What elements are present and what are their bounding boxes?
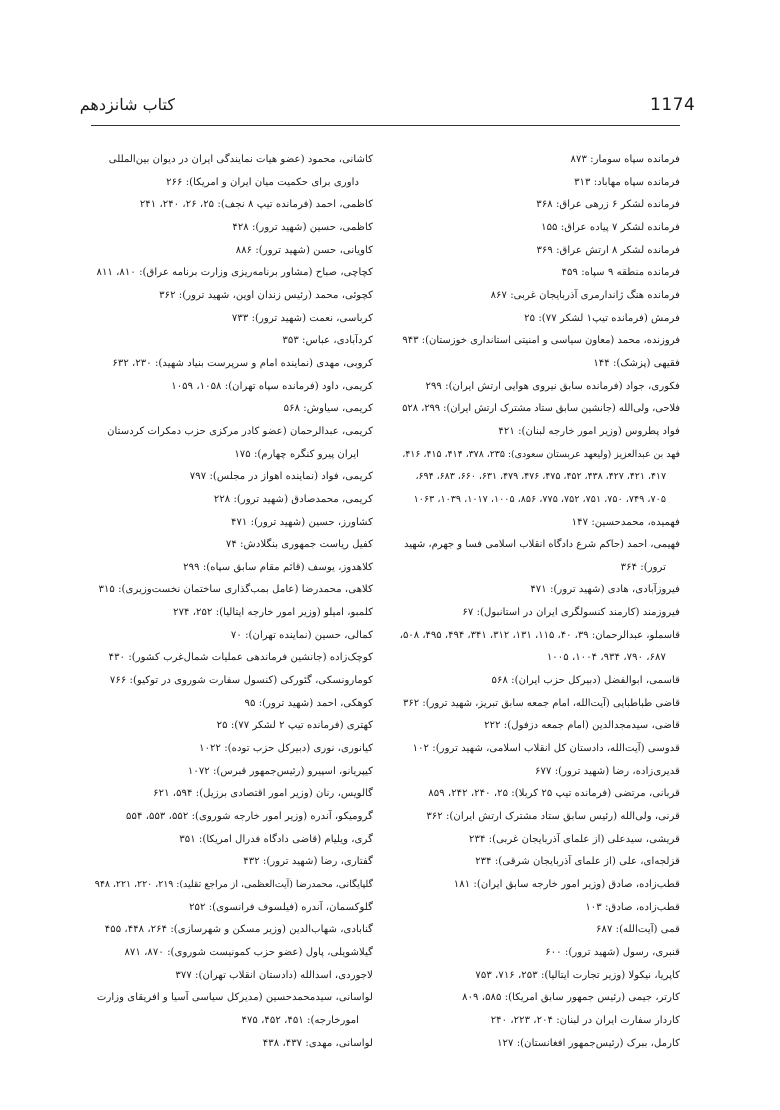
index-entry-line: کاپریا، نیکولا (وزیر تجارت ایتالیا): ۲۵۳، ۷۱۶، ۷۵۳	[475, 969, 680, 981]
index-entry	[91, 602, 373, 625]
index-entry-line: فرمانده منطقه ۹ سپاه: ۴۵۹	[561, 267, 680, 279]
index-entry	[91, 534, 373, 557]
index-entry	[91, 398, 373, 421]
index-entry-line: کروبی، مهدی (نماینده امام و سرپرست بنیاد شهید): ۲۳۰، ۶۳۲	[112, 357, 373, 369]
index-entry-line: فیروزمند (کارمند کنسولگری ایران در استانبول): ۶۷	[462, 607, 680, 619]
index-entry-line: قرنی، ولی‌الله (رئیس سابق ستاد مشترک ارتش ایران): ۳۶۲	[426, 811, 680, 823]
index-entry	[400, 240, 680, 263]
index-entry-line: کریمی، سیاوش: ۵۶۸	[283, 403, 373, 415]
index-entry-line: گلپایگانی، محمدرضا (آیت‌العظمی، از مراجع تقلید): ۲۱۹، ۲۲۰، ۲۲۱، ۹۴۸	[94, 879, 373, 890]
index-entry	[400, 783, 680, 806]
index-entry	[400, 330, 680, 353]
index-entry-line: کارتر، جیمی (رئیس جمهور سابق امریکا): ۵۸۵، ۸۰۹	[462, 992, 680, 1004]
index-entry-line: گفتاری، رضا (شهید ترور): ۴۳۲	[243, 856, 373, 868]
index-entry	[91, 693, 373, 716]
index-entry	[400, 942, 680, 965]
index-entry-line: کردآبادی، عباس: ۳۵۳	[282, 335, 373, 347]
index-entry-line: گلوکسمان، آندره (فیلسوف فرانسوی): ۲۵۲	[189, 901, 373, 913]
index-entry-line: قنبری، رسول (شهید ترور): ۶۰۰	[545, 946, 680, 958]
index-entry	[91, 285, 373, 308]
index-entry-line: فیروزآبادی، هادی (شهید ترور): ۴۷۱	[530, 584, 680, 596]
index-entry-line: فرمانده لشکر ۶ زرهی عراق: ۳۶۸	[536, 199, 680, 211]
index-entry	[400, 512, 680, 535]
index-entry-line: قاسمی، ابوالفضل (دبیرکل حزب ایران): ۵۶۸	[491, 675, 680, 687]
index-entry-line: فهیمی، احمد (حاکم شرع دادگاه انقلاب اسلامی فسا و جهرم، شهید	[403, 539, 680, 551]
index-entry	[400, 1010, 680, 1033]
index-entry-line: فهد بن عبدالعزیز (ولیعهد عربستان سعودی): ۲۳۵، ۳۷۸، ۴۱۴، ۴۱۵، ۴۱۶،	[402, 448, 680, 460]
index-entry-line: کلاهدوز، یوسف (قائم مقام سابق سپاه): ۲۹۹	[183, 561, 373, 573]
index-entry-line: فلاحی، ولی‌الله (جانشین سابق ستاد مشترک ارتش ایران): ۲۹۹، ۵۲۸	[402, 403, 680, 415]
index-entry	[400, 670, 680, 693]
index-entry-line: فرمش (فرمانده تیپ۱ لشکر ۷۷): ۲۵	[524, 312, 680, 324]
index-entry	[400, 1033, 680, 1056]
index-entry	[400, 149, 680, 172]
index-entry	[400, 919, 680, 942]
index-entry	[91, 761, 373, 784]
index-entry-line: فواد پطروس (وزیر امور خارجه لبنان): ۴۲۱	[498, 425, 680, 437]
index-entry	[91, 829, 373, 852]
index-entry-continuation: داوری برای حکمیت میان ایران و امریکا): ۲۶۶	[166, 176, 359, 188]
index-entry	[91, 919, 373, 942]
index-entry-continuation: ایران پیرو کنگره چهارم): ۱۷۵	[234, 448, 359, 460]
index-entry-continuation: ۴۱۷، ۴۲۱، ۴۲۷، ۴۳۸، ۴۵۲، ۴۷۵، ۴۷۶، ۴۷۹، ۶۳۱، ۶۶۰، ۶۸۳، ۶۹۴،	[415, 471, 666, 483]
index-entry-line: گیلاشویلی، پاول (عضو حزب کمونیست شوروی): ۸۷۰، ۸۷۱	[124, 946, 373, 958]
index-entry	[91, 262, 373, 285]
index-entry-line: کرباسی، نعمت (شهید ترور): ۷۳۳	[231, 312, 373, 324]
index-entry	[400, 987, 680, 1010]
index-entry-line: قاضی، سیدمجدالدین (امام جمعه دزفول): ۲۲۲	[484, 720, 680, 732]
index-entry	[91, 851, 373, 874]
index-entry-line: کوچک‌زاده (جانشین فرماندهی عملیات شمال‌غرب کشور): ۴۳۰	[108, 652, 373, 664]
index-entry-line: کومارونسکی، گئورکی (کنسول سفارت شوروی در توکیو): ۷۶۶	[109, 675, 373, 687]
index-entry	[400, 874, 680, 897]
index-entry-line: کاردار سفارت ایران در لبنان: ۲۰۴، ۲۲۳، ۲۴۰	[490, 1014, 680, 1026]
index-entry	[91, 330, 373, 353]
index-entry	[91, 647, 373, 670]
index-entry-line: لواسانی، مهدی: ۴۳۷، ۴۳۸	[262, 1037, 373, 1049]
index-entry-line: قربانی، مرتضی (فرمانده تیپ ۲۵ کربلا): ۲۵، ۲۴۰، ۲۴۲، ۸۵۹	[428, 788, 680, 800]
index-entry-line: کاویانی، حسن (شهید ترور): ۸۸۶	[235, 244, 373, 256]
index-entry	[91, 942, 373, 965]
index-entry-continuation: ۶۸۷، ۷۹۰، ۹۳۴، ۱۰۰۴، ۱۰۰۵	[546, 652, 666, 664]
index-entry-line: فرمانده هنگ ژاندارمری آذربایجان غربی: ۸۶۷	[490, 289, 680, 301]
index-entry-line: فهمیده، محمدحسین: ۱۴۷	[571, 516, 680, 528]
index-entry	[91, 625, 373, 648]
index-entry	[91, 874, 373, 897]
index-entry	[400, 353, 680, 376]
index-entry-line: کلمبو، امیلو (وزیر امور خارجه ایتالیا): ۲۵۲، ۲۷۴	[173, 607, 373, 619]
index-entry	[400, 194, 680, 217]
index-entry	[400, 376, 680, 399]
index-entry-line: کفیل ریاست جمهوری بنگلادش: ۷۴	[225, 539, 373, 551]
index-entry-line: فرمانده لشکر ۸ ارتش عراق: ۳۶۹	[536, 244, 680, 256]
index-entry	[91, 783, 373, 806]
index-entry-line: فرمانده سپاه مهاباد: ۳۱۳	[574, 176, 680, 188]
index-entry	[91, 965, 373, 988]
index-entry-line: کاظمی، حسین (شهید ترور): ۴۲۸	[232, 221, 373, 233]
book-title: کتاب شانزدهم	[79, 95, 175, 114]
index-entry	[400, 421, 680, 444]
index-entry-continuation: ترور): ۳۶۴	[620, 561, 666, 573]
index-entry-line: کوهکی، احمد (شهید ترور): ۹۵	[244, 697, 373, 709]
index-entry	[91, 353, 373, 376]
index-entry	[91, 240, 373, 263]
index-entry-line: فرمانده لشکر ۷ پیاده عراق: ۱۵۵	[541, 221, 680, 233]
page-number: 1174	[650, 95, 696, 115]
index-entry-line: گرومیکو، آندره (وزیر امور خارجه شوروی): ۵۵۲، ۵۵۳، ۵۵۴	[126, 811, 373, 823]
index-entry	[91, 897, 373, 920]
index-entry	[400, 806, 680, 829]
index-entry	[91, 557, 373, 580]
index-entry-line: کاشانی، محمود (عضو هیات نمایندگی ایران در دیوان بین‌المللی	[108, 154, 373, 165]
index-entry	[400, 602, 680, 625]
index-entry-line: فروزنده، محمد (معاون سیاسی و امنیتی استانداری خوزستان): ۹۴۳	[402, 335, 680, 347]
index-entry-line: گری، ویلیام (قاضی دادگاه فدرال امریکا): ۳۵۱	[179, 833, 373, 845]
index-entry-line: کاظمی، احمد (فرمانده تیپ ۸ نجف): ۲۵، ۲۶، ۲۴۰، ۲۴۱	[139, 199, 373, 211]
index-entry	[91, 421, 373, 466]
index-column-left	[91, 149, 373, 1055]
index-entry-line: گنابادی، شهاب‌الدین (وزیر مسکن و شهرسازی): ۲۶۴، ۴۴۸، ۴۵۵	[104, 924, 373, 936]
index-entry-line: کریمی، محمدصادق (شهید ترور): ۲۲۸	[213, 493, 373, 505]
index-entry-line: قطب‌زاده، صادق: ۱۰۳	[585, 901, 680, 913]
index-entry	[91, 738, 373, 761]
index-entry	[400, 625, 680, 670]
index-entry-line: قدوسی (آیت‌الله، دادستان کل انقلاب اسلامی، شهید ترور): ۱۰۲	[412, 743, 680, 755]
index-entry	[91, 376, 373, 399]
index-entry	[91, 806, 373, 829]
index-entry	[400, 285, 680, 308]
index-entry	[91, 1033, 373, 1056]
index-entry	[91, 217, 373, 240]
index-entry	[400, 829, 680, 852]
index-entry-continuation: امورخارجه): ۴۵۱، ۴۵۲، ۴۷۵	[241, 1014, 359, 1026]
index-entry-line: کیانوری، نوری (دبیرکل حزب توده): ۱۰۲۲	[199, 743, 373, 755]
index-entry	[91, 489, 373, 512]
index-entry	[91, 715, 373, 738]
index-entry	[400, 579, 680, 602]
index-entry	[400, 398, 680, 421]
index-entry	[400, 172, 680, 195]
index-entry-line: فکوری، جواد (فرمانده سابق نیروی هوایی ارتش ایران): ۲۹۹	[425, 380, 680, 392]
index-entry	[91, 466, 373, 489]
index-entry	[400, 217, 680, 240]
index-entry	[91, 308, 373, 331]
index-entry-line: قمی (آیت‌الله): ۶۸۷	[596, 924, 680, 936]
index-entry	[400, 738, 680, 761]
index-entry	[91, 194, 373, 217]
index-entry-line: لاجوردی، اسدالله (دادستان انقلاب تهران): ۳۷۷	[175, 969, 373, 981]
index-entry-line: کمالی، حسین (نماینده تهران): ۷۰	[230, 629, 373, 641]
index-entry-line: کریمی، داود (فرمانده سپاه تهران): ۱۰۵۸، ۱۰۵۹	[171, 380, 373, 392]
index-entry	[91, 670, 373, 693]
index-entry-line: قزلجه‌ای، علی (از علمای آذربایجان شرقی): ۲۳۴	[475, 856, 680, 868]
index-entry	[400, 262, 680, 285]
index-entry-line: قریشی، سیدعلی (از علمای آذربایجان غربی): ۲۳۴	[469, 833, 680, 845]
index-entry-line: کشاورز، حسین (شهید ترور): ۴۷۱	[230, 516, 373, 528]
index-entry-line: کلاهی، محمدرضا (عامل بمب‌گذاری ساختمان نخست‌وزیری): ۳۱۵	[98, 584, 373, 596]
index-entry	[91, 149, 373, 194]
index-entry	[400, 851, 680, 874]
index-entry-line: فقیهی (پزشک): ۱۴۴	[593, 357, 680, 369]
index-entry-line: کچوئی، محمد (رئیس زندان اوین، شهید ترور): ۳۶۲	[159, 289, 373, 301]
index-entry	[400, 715, 680, 738]
index-column-right	[400, 149, 680, 1055]
index-entry	[400, 897, 680, 920]
index-entry-line: کریمی، فواد (نماینده اهواز در مجلس): ۷۹۷	[189, 471, 373, 483]
index-entry-line: قاسملو، عبدالرحمان: ۳۹، ۴۰، ۱۱۵، ۱۳۱، ۳۱۲، ۳۴۱، ۴۹۴، ۴۹۵، ۵۰۸،	[399, 629, 680, 641]
index-entry-line: قدیری‌زاده، رضا (شهید ترور): ۶۷۷	[535, 765, 680, 777]
index-entry	[91, 579, 373, 602]
index-entry	[400, 965, 680, 988]
index-entry-line: قطب‌زاده، صادق (وزیر امور خارجه سابق ایران): ۱۸۱	[453, 879, 680, 890]
index-entry-line: کهتری (فرمانده تیپ ۲ لشکر ۷۷): ۲۵	[216, 720, 373, 732]
index-entry-line: گالویس، رنان (وزیر امور اقتصادی برزیل): ۵۹۴، ۶۲۱	[153, 788, 373, 800]
index-entry-line: کچاچی، صباح (مشاور برنامه‌ریزی وزارت برنامه عراق): ۸۱۰، ۸۱۱	[96, 267, 373, 279]
index-entry-line: لواسانی، سیدمحمدحسین (مدیرکل سیاسی آسیا و افریقای وزارت	[96, 992, 373, 1004]
index-entry-continuation: ۷۰۵، ۷۴۹، ۷۵۰، ۷۵۱، ۷۵۲، ۷۷۵، ۸۵۶، ۱۰۰۵، ۱۰۱۷، ۱۰۳۹، ۱۰۶۳	[413, 493, 666, 505]
index-entry	[400, 308, 680, 331]
index-entry	[91, 512, 373, 535]
index-entry	[400, 534, 680, 579]
index-entry	[400, 693, 680, 716]
index-entry-line: فرمانده سپاه سومار: ۸۷۳	[570, 154, 680, 165]
index-entry	[400, 761, 680, 784]
index-entry-line: قاضی طباطبایی (آیت‌الله، امام جمعه سابق تبریز، شهید ترور): ۳۶۲	[403, 697, 680, 709]
header-divider	[91, 125, 680, 126]
index-entry-line: کریمی، عبدالرحمان (عضو کادر مرکزی حزب دمکرات کردستان	[107, 425, 373, 437]
index-entry	[400, 444, 680, 512]
index-entry-line: کیپریانو، اسپیرو (رئیس‌جمهور قبرس): ۱۰۷۲	[187, 765, 373, 777]
index-entry	[91, 987, 373, 1032]
index-entry-line: کارمل، ببرک (رئیس‌جمهور افغانستان): ۱۲۷	[497, 1037, 680, 1049]
